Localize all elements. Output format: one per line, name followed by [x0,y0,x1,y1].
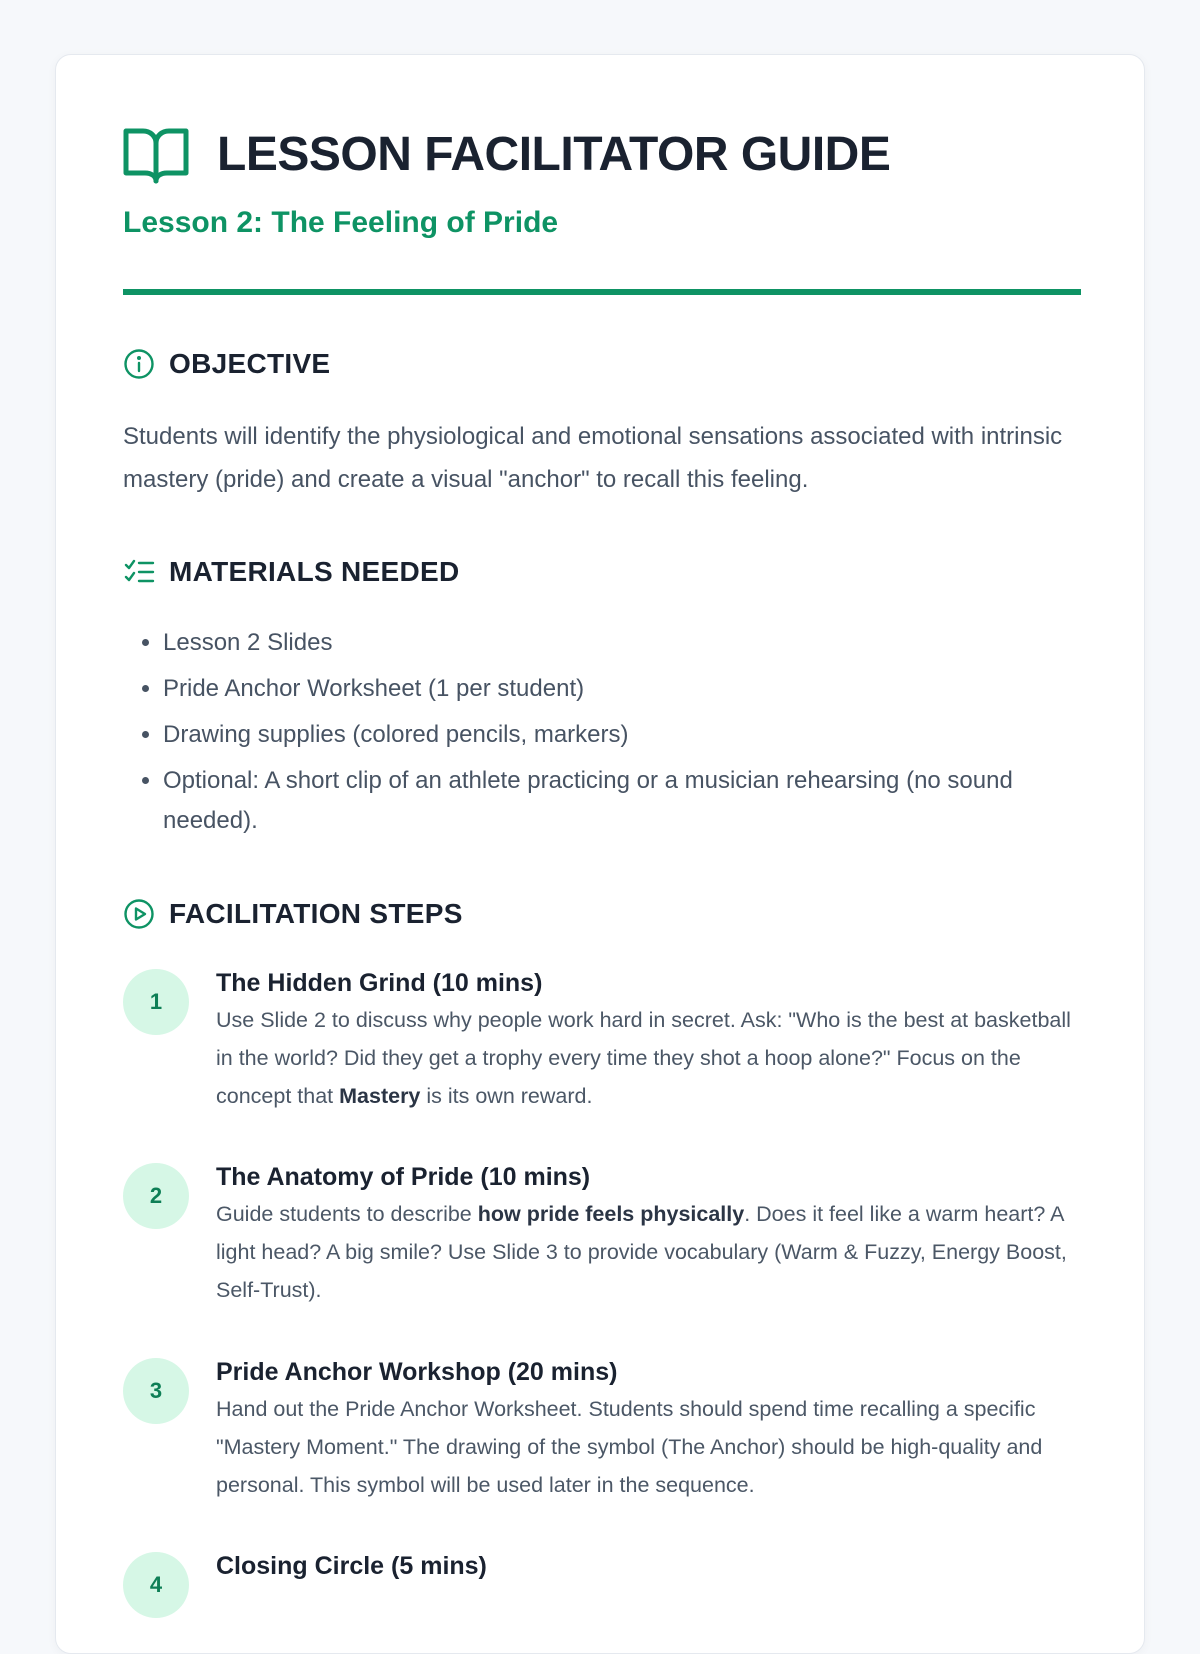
guide-card [55,54,1145,1654]
materials-heading: MATERIALS NEEDED [169,556,460,587]
step-desc-text: is its own reward. [420,1084,593,1108]
step-desc-text: . Does it feel like a warm heart? A light head? A big smile? Use Slide 3 to provide vocabulary (Warm & Fuzzy, Energy Boost, Self-Trust). [216,1202,1067,1302]
step-item-3 [123,1358,1081,1504]
lesson-subtitle: Lesson 2: The Feeling of Pride [123,206,559,239]
step-desc-text: Guide students to describe [216,1202,478,1226]
objective-heading: OBJECTIVE [169,348,331,379]
step-title: The Anatomy of Pride (10 mins) [216,1163,591,1191]
step-number-badge: 2 [123,1163,189,1229]
step-body [216,969,1081,1115]
steps-heading-row [123,897,463,931]
step-description [216,1390,1081,1504]
title-row [123,125,890,185]
step-description [216,1195,1081,1309]
steps-heading: FACILITATION STEPS [169,898,463,929]
step-item-4 [123,1552,1081,1618]
step-title: The Hidden Grind (10 mins) [216,969,543,997]
play-circle-icon [123,898,155,930]
objective-heading-row [123,347,330,381]
page-title: LESSON FACILITATOR GUIDE [217,128,891,181]
step-desc-bold: how pride feels physically [477,1202,745,1226]
header-divider [123,289,1081,295]
list-item: • Pride Anchor Worksheet (1 per student) [163,669,1081,709]
info-circle-icon [123,348,155,380]
step-number-badge: 4 [123,1552,189,1618]
list-item: • Lesson 2 Slides [163,623,1081,663]
step-body [216,1358,1081,1504]
step-body [216,1163,1081,1309]
book-open-icon [123,125,189,185]
step-number-badge: 1 [123,969,189,1035]
step-number-badge: 3 [123,1358,189,1424]
step-title: Pride Anchor Workshop (20 mins) [216,1358,618,1386]
step-item-1 [123,969,1081,1115]
step-title: Closing Circle (5 mins) [216,1552,487,1580]
objective-text: Students will identify the physiological and emotional sensations associated with intrinsic mastery (pride) and create a visual "anchor" to recall this feeling. [123,423,1063,493]
step-item-2 [123,1163,1081,1309]
list-item: • Optional: A short clip of an athlete practicing or a musician rehearsing (no sound needed). [163,761,1081,841]
checklist-icon [123,556,155,588]
list-item: • Drawing supplies (colored pencils, markers) [163,715,1081,755]
step-desc-bold: Mastery [339,1084,421,1108]
step-desc-text: Hand out the Pride Anchor Worksheet. Students should spend time recalling a specific "Mastery Moment." The drawing of the symbol (The Anchor) should be high-quality and personal. This symbol will be used later in the sequence. [216,1397,1043,1497]
materials-list [123,623,1081,847]
step-description [216,1001,1081,1115]
materials-heading-row [123,555,460,589]
step-body [216,1552,1081,1618]
step-desc-text: Use Slide 2 to discuss why people work hard in secret. Ask: "Who is the best at basketball in the world? Did they get a trophy every time they shot a hoop alone?" Focus on the concept that [216,1008,1071,1108]
